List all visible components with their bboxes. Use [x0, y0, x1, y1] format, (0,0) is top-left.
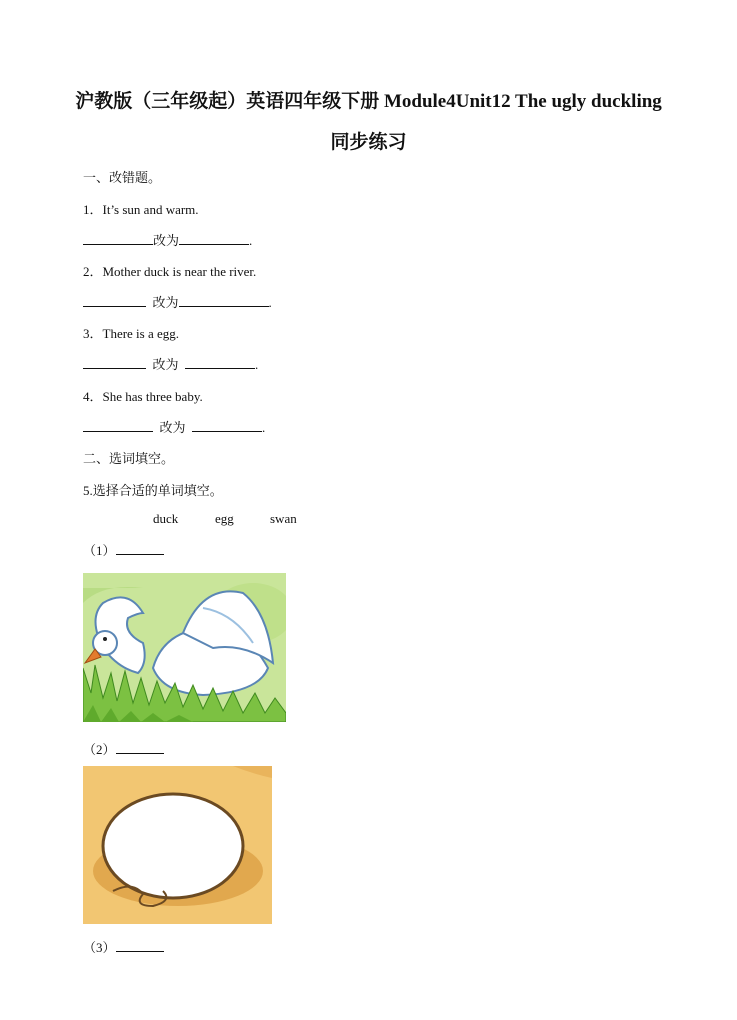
item-1-line: [83, 540, 164, 559]
answer-blank-correct[interactable]: [179, 232, 249, 245]
period: .: [255, 357, 259, 372]
word-bank-duck: duck: [153, 511, 179, 526]
question-3-text: 3．There is a egg.: [83, 326, 180, 341]
word-bank-swan: swan: [270, 511, 297, 526]
page-title: 沪教版（三年级起）英语四年级下册 Module4Unit12 The ugly duckling: [75, 91, 662, 112]
item-label: （1）: [83, 543, 116, 558]
answer-blank-wrong[interactable]: [83, 419, 153, 432]
page-subtitle: 同步练习: [330, 132, 407, 153]
section1-heading: 一、改错题。: [83, 170, 162, 185]
answer-blank-wrong[interactable]: [83, 294, 146, 307]
question-1-text: 1．It’s sun and warm.: [83, 202, 199, 217]
period: .: [262, 420, 266, 435]
answer-blank-wrong[interactable]: [83, 356, 146, 369]
question-3-answer-line: [83, 354, 258, 373]
item-label: （3）: [83, 940, 116, 955]
change-label: 改为: [153, 233, 180, 248]
swan-icon: [83, 573, 286, 722]
answer-blank-correct[interactable]: [192, 419, 262, 432]
word-bank-egg: egg: [215, 511, 234, 526]
answer-blank-correct[interactable]: [179, 294, 269, 307]
egg-icon: [83, 766, 272, 924]
change-label: 改为: [159, 420, 186, 435]
item-2-line: [83, 739, 164, 758]
section2-heading: 二、选词填空。: [83, 451, 175, 466]
change-label: 改为: [152, 295, 179, 310]
question-5-instruction: 5.选择合适的单词填空。: [83, 483, 223, 498]
question-2-text: 2．Mother duck is near the river.: [83, 264, 257, 279]
item-3-blank[interactable]: [116, 939, 164, 952]
item-label: （2）: [83, 742, 116, 757]
period: .: [249, 233, 253, 248]
swan-image: [83, 573, 286, 722]
item-1-blank[interactable]: [116, 542, 164, 555]
change-label: 改为: [152, 357, 179, 372]
question-1-answer-line: [83, 230, 252, 249]
question-4-text: 4．She has three baby.: [83, 389, 203, 404]
question-2-answer-line: [83, 292, 272, 311]
answer-blank-wrong[interactable]: [83, 232, 153, 245]
answer-blank-correct[interactable]: [185, 356, 255, 369]
period: .: [268, 295, 272, 310]
egg-image: [83, 766, 272, 924]
question-4-answer-line: [83, 417, 265, 436]
item-2-blank[interactable]: [116, 741, 164, 754]
item-3-line: [83, 937, 164, 956]
